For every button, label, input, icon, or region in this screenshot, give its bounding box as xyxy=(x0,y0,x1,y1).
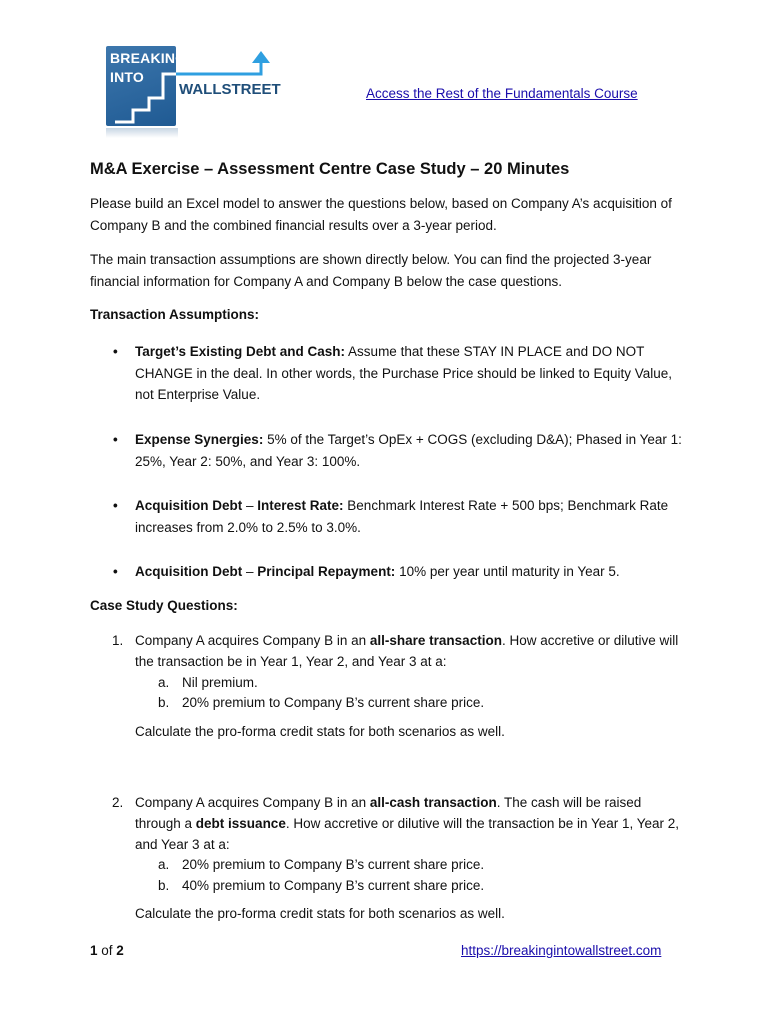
question-1-note: Calculate the pro-forma credit stats for both scenarios as well. xyxy=(135,724,505,739)
sub-question-letter: b. xyxy=(158,695,170,710)
assumption-text: 10% per year until maturity in Year 5. xyxy=(395,564,620,579)
question-emphasis: debt issuance xyxy=(195,816,286,831)
question-text: Company A acquires Company B in an xyxy=(135,795,370,810)
case-study-questions-heading: Case Study Questions: xyxy=(90,598,238,613)
website-link[interactable]: https://breakingintowallstreet.com xyxy=(461,943,662,958)
page-number xyxy=(90,943,124,958)
question-emphasis: all-share transaction xyxy=(369,633,502,648)
sub-question-text: 20% premium to Company B’s current share price. xyxy=(182,695,485,710)
logo-reflection xyxy=(106,128,178,138)
assumption-dash: – xyxy=(242,564,258,579)
sub-question-text: Nil premium. xyxy=(182,675,258,690)
assumption-title: Expense Synergies: xyxy=(135,432,264,447)
sub-question-text: 20% premium to Company B’s current share price. xyxy=(182,857,485,872)
question-text: . How accretive or dilutive will the transaction be in Year 1, Year 2, and Year 3 at a: xyxy=(135,633,679,669)
transaction-assumptions-heading: Transaction Assumptions: xyxy=(90,307,260,322)
sub-question-letter: a. xyxy=(158,857,170,872)
bullet-icon: • xyxy=(113,564,118,579)
logo-text-line2: INTO xyxy=(110,69,144,85)
logo-text-line3: WALLSTREET xyxy=(179,81,281,98)
bullet-icon: • xyxy=(113,432,118,447)
sub-question-letter: a. xyxy=(158,675,170,690)
question-emphasis: all-cash transaction xyxy=(369,795,497,810)
question-text: Company A acquires Company B in an xyxy=(135,633,370,648)
question-text: . The cash will be raised through a xyxy=(135,795,642,831)
assumption-title: Acquisition Debt xyxy=(135,498,243,513)
page-current: 1 xyxy=(90,943,98,958)
assumption-title: Target’s Existing Debt and Cash: xyxy=(135,344,346,359)
breaking-into-wallstreet-logo[interactable] xyxy=(103,44,281,144)
assumption-text: Assume that these STAY IN PLACE and DO NOT CHANGE in the deal. In other words, the Purchase Price should be linked to Equity Value, not Enterprise Value. xyxy=(135,344,673,402)
sub-question-text: 40% premium to Company B’s current share price. xyxy=(182,878,485,893)
bullet-icon: • xyxy=(113,344,118,359)
assumption-dash: – xyxy=(242,498,258,513)
bullet-icon: • xyxy=(113,498,118,513)
assumption-text: Benchmark Interest Rate + 500 bps; Benchmark Rate increases from 2.0% to 2.5% to 3.0%. xyxy=(135,498,669,535)
logo-text-line1: BREAKING xyxy=(110,50,187,66)
assumption-subtitle: Interest Rate: xyxy=(257,498,344,513)
intro-paragraph-1: Please build an Excel model to answer the questions below, based on Company A’s acquisition of Company B and the combined financial results over a 3-year period. xyxy=(90,196,672,233)
sub-question-letter: b. xyxy=(158,878,170,893)
question-number: 2. xyxy=(112,795,124,810)
assumption-subtitle: Principal Repayment: xyxy=(257,564,396,579)
question-number: 1. xyxy=(112,633,124,648)
question-text: . How accretive or dilutive will the transaction be in Year 1, Year 2, and Year 3 at a: xyxy=(135,816,680,852)
fundamentals-course-link[interactable]: Access the Rest of the Fundamentals Course xyxy=(366,86,638,101)
question-2-note: Calculate the pro-forma credit stats for both scenarios as well. xyxy=(135,906,505,921)
intro-paragraph-2: The main transaction assumptions are shown directly below. You can find the projected 3-year financial information for Company A and Company B below the case questions. xyxy=(90,252,652,289)
assumption-text: 5% of the Target’s OpEx + COGS (excluding D&A); Phased in Year 1: 25%, Year 2: 50%, and Year 3: 100%. xyxy=(135,432,682,469)
assumption-title: Acquisition Debt xyxy=(135,564,243,579)
page-of: of xyxy=(97,943,117,958)
page-total: 2 xyxy=(116,943,124,958)
page-title: M&A Exercise – Assessment Centre Case Study – 20 Minutes xyxy=(90,160,570,178)
